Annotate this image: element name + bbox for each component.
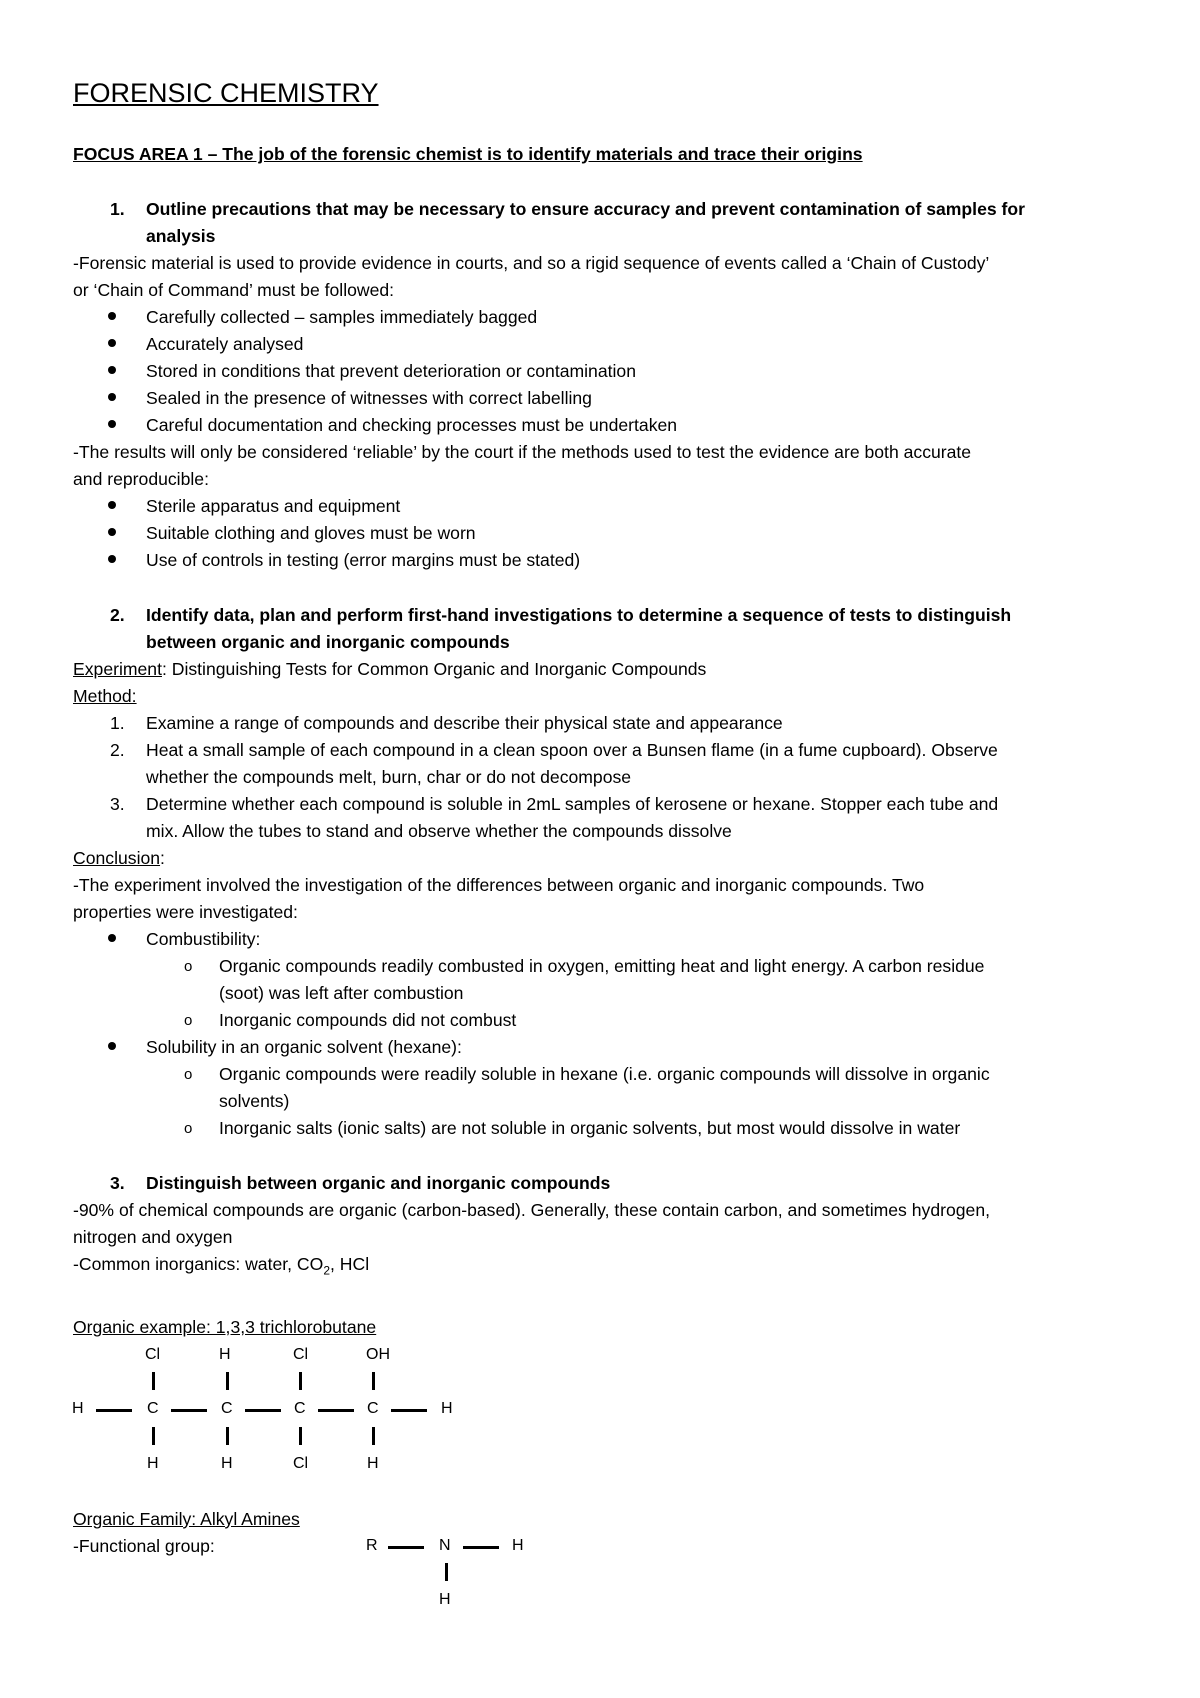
section-1-heading: Outline precautions that may be necessary to ensure accuracy and prevent contamination of samples for — [146, 199, 1025, 219]
bond — [96, 1409, 132, 1412]
section-3-paragraph: -90% of chemical compounds are organic (carbon-based). Generally, these contain carbon, and sometimes hydrogen, — [73, 1200, 990, 1220]
conclusion-line — [73, 848, 165, 868]
atom-label: H — [221, 1455, 233, 1472]
sub-bullet-icon: o — [184, 1120, 193, 1137]
atom-label: Cl — [293, 1346, 309, 1363]
method-step: Heat a small sample of each compound in a clean spoon over a Bunsen flame (in a fume cupboard). Observe — [146, 740, 998, 760]
conclusion-label: Conclusion — [73, 848, 161, 868]
bullet-icon — [108, 1042, 116, 1050]
experiment-line — [73, 659, 706, 679]
atom-label: H — [219, 1346, 231, 1363]
atom-label: C — [367, 1400, 379, 1417]
subscript: 2 — [323, 1263, 330, 1278]
sub-bullet-icon: o — [184, 1012, 193, 1029]
bond — [152, 1372, 155, 1390]
method-step-cont: mix. Allow the tubes to stand and observe whether the compounds dissolve — [146, 821, 732, 841]
bond — [391, 1409, 427, 1412]
list-item: Accurately analysed — [146, 334, 304, 354]
atom-label: OH — [366, 1346, 390, 1363]
section-2-heading-cont: between organic and inorganic compounds — [146, 632, 510, 652]
list-item: Carefully collected – samples immediately bagged — [146, 307, 538, 327]
organic-family-label: Organic Family: Alkyl Amines — [73, 1509, 300, 1529]
atom-label: H — [441, 1400, 453, 1417]
conclusion-paragraph-cont: properties were investigated: — [73, 902, 298, 922]
experiment-title: : Distinguishing Tests for Common Organic and Inorganic Compounds — [161, 659, 707, 679]
section-1-paragraph: -Forensic material is used to provide evidence in courts, and so a rigid sequence of events called a ‘Chain of Custody’ — [73, 253, 990, 273]
sub-bullet-icon: o — [184, 958, 193, 975]
method-step: Determine whether each compound is soluble in 2mL samples of kerosene or hexane. Stopper each tube and — [146, 794, 999, 814]
bond — [445, 1563, 448, 1581]
atom-label: H — [72, 1400, 84, 1417]
list-item: Solubility in an organic solvent (hexane): — [146, 1037, 462, 1057]
bond — [245, 1409, 281, 1412]
bullet-icon — [108, 555, 116, 563]
conclusion-paragraph: -The experiment involved the investigation of the differences between organic and inorganic compounds. Two — [73, 875, 925, 895]
list-item: Use of controls in testing (error margins must be stated) — [146, 550, 581, 570]
common-inorganics-suffix: , HCl — [330, 1254, 370, 1274]
sub-list-item-cont: solvents) — [219, 1091, 290, 1111]
atom-label: Cl — [145, 1346, 161, 1363]
bond — [463, 1546, 499, 1549]
focus-area-heading: FOCUS AREA 1 – The job of the forensic chemist is to identify materials and trace their origins — [73, 144, 863, 164]
method-label: Method: — [73, 686, 137, 706]
bullet-icon — [108, 393, 116, 401]
sub-list-item: Inorganic salts (ionic salts) are not soluble in organic solvents, but most would dissolve in water — [219, 1118, 961, 1138]
atom-label: H — [512, 1537, 524, 1554]
organic-example-label: Organic example: 1,3,3 trichlorobutane — [73, 1317, 377, 1337]
bond — [318, 1409, 354, 1412]
list-item: Stored in conditions that prevent deterioration or contamination — [146, 361, 636, 381]
sub-bullet-icon: o — [184, 1066, 193, 1083]
bond — [299, 1372, 302, 1390]
bullet-icon — [108, 934, 116, 942]
bullet-icon — [108, 312, 116, 320]
sub-list-item: Inorganic compounds did not combust — [219, 1010, 517, 1030]
method-step: Examine a range of compounds and describe their physical state and appearance — [146, 713, 783, 733]
conclusion-colon: : — [160, 848, 165, 868]
sub-list-item: Organic compounds were readily soluble in hexane (i.e. organic compounds will dissolve in organic — [219, 1064, 990, 1084]
section-1-paragraph-cont: or ‘Chain of Command’ must be followed: — [73, 280, 395, 300]
list-item: Careful documentation and checking processes must be undertaken — [146, 415, 678, 435]
section-2-heading: Identify data, plan and perform first-hand investigations to determine a sequence of tests to distinguish — [146, 605, 1012, 625]
method-step-number: 1. — [110, 713, 125, 733]
list-item: Combustibility: — [146, 929, 261, 949]
method-step-number: 3. — [110, 794, 125, 814]
atom-label: R — [366, 1537, 378, 1554]
bullet-icon — [108, 528, 116, 536]
section-3-number: 3. — [110, 1173, 125, 1193]
method-step-cont: whether the compounds melt, burn, char or do not decompose — [146, 767, 632, 787]
bond — [171, 1409, 207, 1412]
bullet-icon — [108, 501, 116, 509]
common-inorganics-text: -Common inorganics: water, CO — [73, 1254, 324, 1274]
list-item: Sterile apparatus and equipment — [146, 496, 401, 516]
experiment-label: Experiment — [73, 659, 162, 679]
section-1-number: 1. — [110, 199, 125, 219]
section-3-heading: Distinguish between organic and inorganic compounds — [146, 1173, 611, 1193]
common-inorganics-line — [73, 1254, 369, 1278]
atom-label: Cl — [293, 1455, 309, 1472]
section-3-paragraph-cont: nitrogen and oxygen — [73, 1227, 233, 1247]
bullet-icon — [108, 339, 116, 347]
atom-label: H — [439, 1591, 451, 1608]
atom-label: C — [294, 1400, 306, 1417]
atom-label: N — [439, 1537, 451, 1554]
bullet-icon — [108, 420, 116, 428]
section-2-number: 2. — [110, 605, 125, 625]
bullet-icon — [108, 366, 116, 374]
method-step-number: 2. — [110, 740, 125, 760]
section-1-paragraph-2-cont: and reproducible: — [73, 469, 209, 489]
atom-label: H — [147, 1455, 159, 1472]
bond — [299, 1427, 302, 1445]
list-item: Sealed in the presence of witnesses with correct labelling — [146, 388, 592, 408]
atom-label: C — [147, 1400, 159, 1417]
atom-label: C — [221, 1400, 233, 1417]
list-item: Suitable clothing and gloves must be worn — [146, 523, 476, 543]
bond — [388, 1546, 424, 1549]
bond — [152, 1427, 155, 1445]
bond — [226, 1372, 229, 1390]
section-1-heading-cont: analysis — [146, 226, 216, 246]
functional-group-label: -Functional group: — [73, 1536, 215, 1556]
sub-list-item-cont: (soot) was left after combustion — [219, 983, 464, 1003]
bond — [226, 1427, 229, 1445]
bond — [372, 1372, 375, 1390]
section-1-paragraph-2: -The results will only be considered ‘reliable’ by the court if the methods used to test the evidence are both accurate — [73, 442, 972, 462]
atom-label: H — [367, 1455, 379, 1472]
bond — [372, 1427, 375, 1445]
sub-list-item: Organic compounds readily combusted in oxygen, emitting heat and light energy. A carbon residue — [219, 956, 985, 976]
page-title: FORENSIC CHEMISTRY — [73, 78, 379, 108]
